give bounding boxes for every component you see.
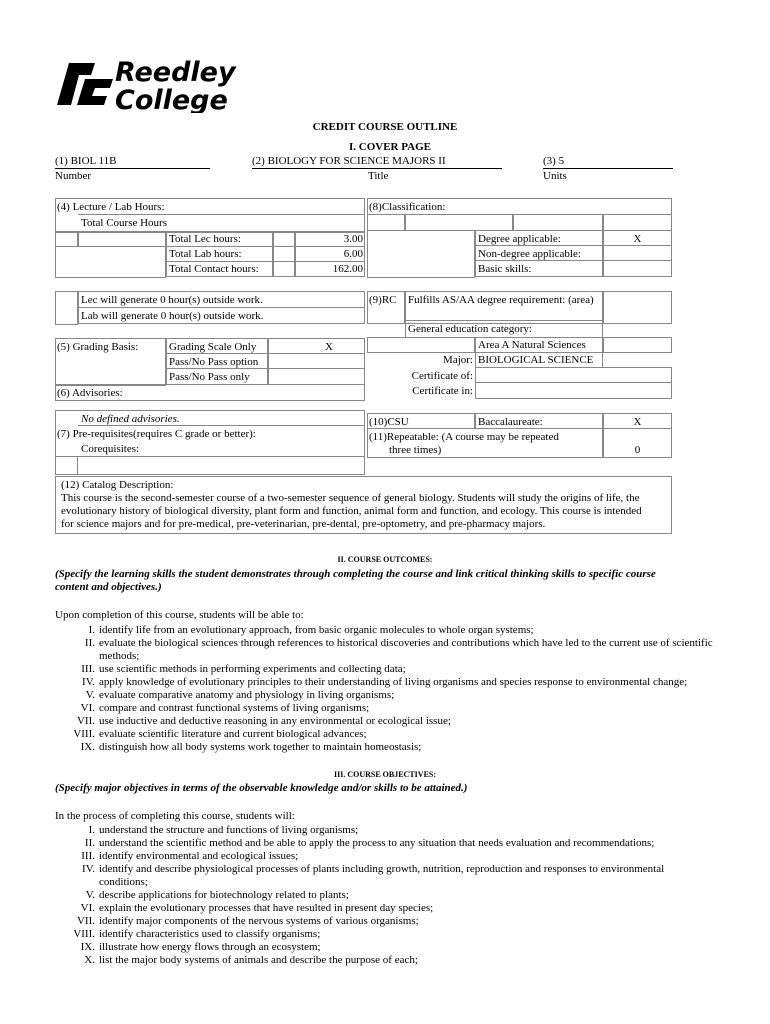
- corequisites-label: Corequisites:: [81, 443, 140, 455]
- label-units: Units: [543, 170, 567, 182]
- lecture-lab-hours: (4) Lecture / Lab Hours:: [57, 201, 165, 213]
- total-lec-label: Total Lec hours:: [169, 233, 241, 245]
- list-item: II. understand the scientific method and be able to apply the process to any situation that needs evaluation and recommendations;: [84, 837, 655, 849]
- list-item: VI. compare and contrast functional systems of living organisms;: [80, 702, 370, 714]
- objectives-instruction: (Specify major objectives in terms of the observable knowledge and/or skills to be attained.): [55, 782, 468, 794]
- lab-outside-work: Lab will generate 0 hour(s) outside work.: [81, 310, 264, 322]
- degree-applicable-label: Degree applicable:: [478, 233, 561, 245]
- cover-page-heading: I. COVER PAGE: [349, 141, 431, 153]
- no-advisories: No defined advisories.: [81, 413, 180, 425]
- csu-label: (10)CSU: [369, 416, 409, 428]
- classification-label: (8)Classification:: [369, 201, 446, 213]
- list-item: IV. apply knowledge of evolutionary principles to their understanding of living organisms and species response to environmental change;: [82, 676, 688, 688]
- total-lec-value: 3.00: [343, 233, 363, 245]
- grading-scale-only: Grading Scale Only: [169, 341, 257, 353]
- course-number: (1) BIOL 11B: [55, 155, 210, 169]
- doc-title: CREDIT COURSE OUTLINE: [312, 121, 458, 133]
- list-item: III. use scientific methods in performing experiments and collecting data;: [81, 663, 406, 675]
- list-item: I. understand the structure and functions of living organisms;: [88, 824, 359, 836]
- prerequisites-label: (7) Pre-requisites(requires C grade or better):: [57, 428, 256, 440]
- list-item: I. identify life from an evolutionary approach, from basic organic molecules to whole organ systems;: [88, 624, 534, 636]
- baccalaureate-checkbox[interactable]: X: [633, 416, 642, 428]
- grading-scale-checkbox[interactable]: X: [325, 341, 333, 353]
- fulfills-requirement: Fulfills AS/AA degree requirement: (area): [408, 294, 594, 306]
- outcomes-heading: II. COURSE OUTCOMES:: [337, 555, 433, 564]
- list-item: VII. identify major components of the nervous systems of various organisms;: [76, 915, 419, 927]
- advisories-label: (6) Advisories:: [57, 387, 123, 399]
- baccalaureate-label: Baccalaureate:: [478, 416, 543, 428]
- list-item: VIII. identify characteristics used to classify organisms;: [73, 928, 321, 940]
- label-title: Title: [368, 170, 389, 182]
- outcomes-instruction-line-1: (Specify the learning skills the student demonstrates through completing the course and link critical thinking skills to specific course: [55, 568, 656, 580]
- list-item: III. identify environmental and ecological issues;: [81, 850, 299, 862]
- logo-text-line2: College: [115, 85, 228, 113]
- list-item: V. evaluate comparative anatomy and physiology in living organisms;: [85, 689, 395, 701]
- list-item: IV. identify and describe physiological processes of plants including growth, nutrition, reproduction and responses to environmental conditions;: [82, 863, 665, 888]
- outcomes-list: [55, 624, 715, 754]
- lec-outside-work: Lec will generate 0 hour(s) outside work.: [81, 294, 263, 306]
- catalog-line-1: This course is the second-semester course of a two-semester sequence of general biology. Students will study the origins of life, the: [61, 492, 640, 504]
- label-number: Number: [55, 170, 92, 182]
- basic-skills-label: Basic skills:: [478, 263, 532, 275]
- list-item: II. evaluate the biological sciences through references to historical discoveries and contributions which have led to the current use of scientific methods;: [84, 637, 713, 662]
- major-label: Major:: [443, 354, 473, 366]
- list-item: V. describe applications for biotechnology related to plants;: [85, 889, 349, 901]
- outcomes-intro: Upon completion of this course, students will be able to:: [55, 609, 304, 621]
- repeatable-value: 0: [634, 444, 641, 456]
- ge-area: Area A Natural Sciences: [478, 339, 586, 351]
- major-value: BIOLOGICAL SCIENCE: [478, 354, 594, 366]
- list-item: VII. use inductive and deductive reasoning in any environmental or ecological issue;: [76, 715, 451, 727]
- total-contact-label: Total Contact hours:: [169, 263, 259, 275]
- reedley-college-logo: [55, 55, 280, 113]
- catalog-line-3: for science majors and for pre-medical, pre-veterinarian, pre-dental, pre-optometry, and pre-pharmacy majors.: [61, 518, 546, 530]
- certificate-of-label: Certificate of:: [411, 370, 473, 382]
- catalog-line-2: evolutionary history of biological diversity, plant form and function, animal form and function, and ecology. This course is intended: [61, 505, 642, 517]
- catalog-label: (12) Catalog Description:: [61, 479, 174, 491]
- outcomes-instruction-line-2: content and objectives.): [55, 581, 162, 593]
- course-units: (3) 5: [543, 155, 673, 169]
- objectives-list: [55, 824, 715, 967]
- pass-no-pass-only: Pass/No Pass only: [169, 371, 250, 383]
- grading-basis: (5) Grading Basis:: [57, 341, 139, 353]
- objectives-heading: III. COURSE OBJECTIVES:: [333, 770, 437, 779]
- list-item: VIII. evaluate scientific literature and current biological advances;: [73, 728, 367, 740]
- repeatable-label-line1: (11)Repeatable: (A course may be repeated: [369, 431, 559, 443]
- degree-applicable-checkbox[interactable]: X: [633, 233, 642, 245]
- certificate-in-label: Certificate in:: [412, 385, 473, 397]
- non-degree-label: Non-degree applicable:: [478, 248, 581, 260]
- pass-no-pass-option: Pass/No Pass option: [169, 356, 259, 368]
- logo-mark: [55, 55, 280, 113]
- list-item: VI. explain the evolutionary processes that have resulted in present day species;: [80, 902, 434, 914]
- course-title: (2) BIOLOGY FOR SCIENCE MAJORS II: [252, 155, 502, 169]
- rc-label: (9)RC: [369, 294, 397, 306]
- total-lab-value: 6.00: [343, 248, 363, 260]
- repeatable-label-line2: three times): [389, 444, 442, 456]
- total-contact-value: 162.00: [332, 263, 363, 275]
- ge-category-label: General education category:: [408, 323, 532, 335]
- total-course-hours: Total Course Hours: [81, 217, 167, 229]
- total-lab-label: Total Lab hours:: [169, 248, 242, 260]
- list-item: IX. illustrate how energy flows through an ecosystem;: [80, 941, 321, 953]
- objectives-intro: In the process of completing this course, students will:: [55, 810, 295, 822]
- logo-text-line1: Reedley: [115, 57, 236, 88]
- list-item: X. list the major body systems of animals and describe the purpose of each;: [84, 954, 418, 966]
- list-item: IX. distinguish how all body systems work together to maintain homeostasis;: [80, 741, 422, 753]
